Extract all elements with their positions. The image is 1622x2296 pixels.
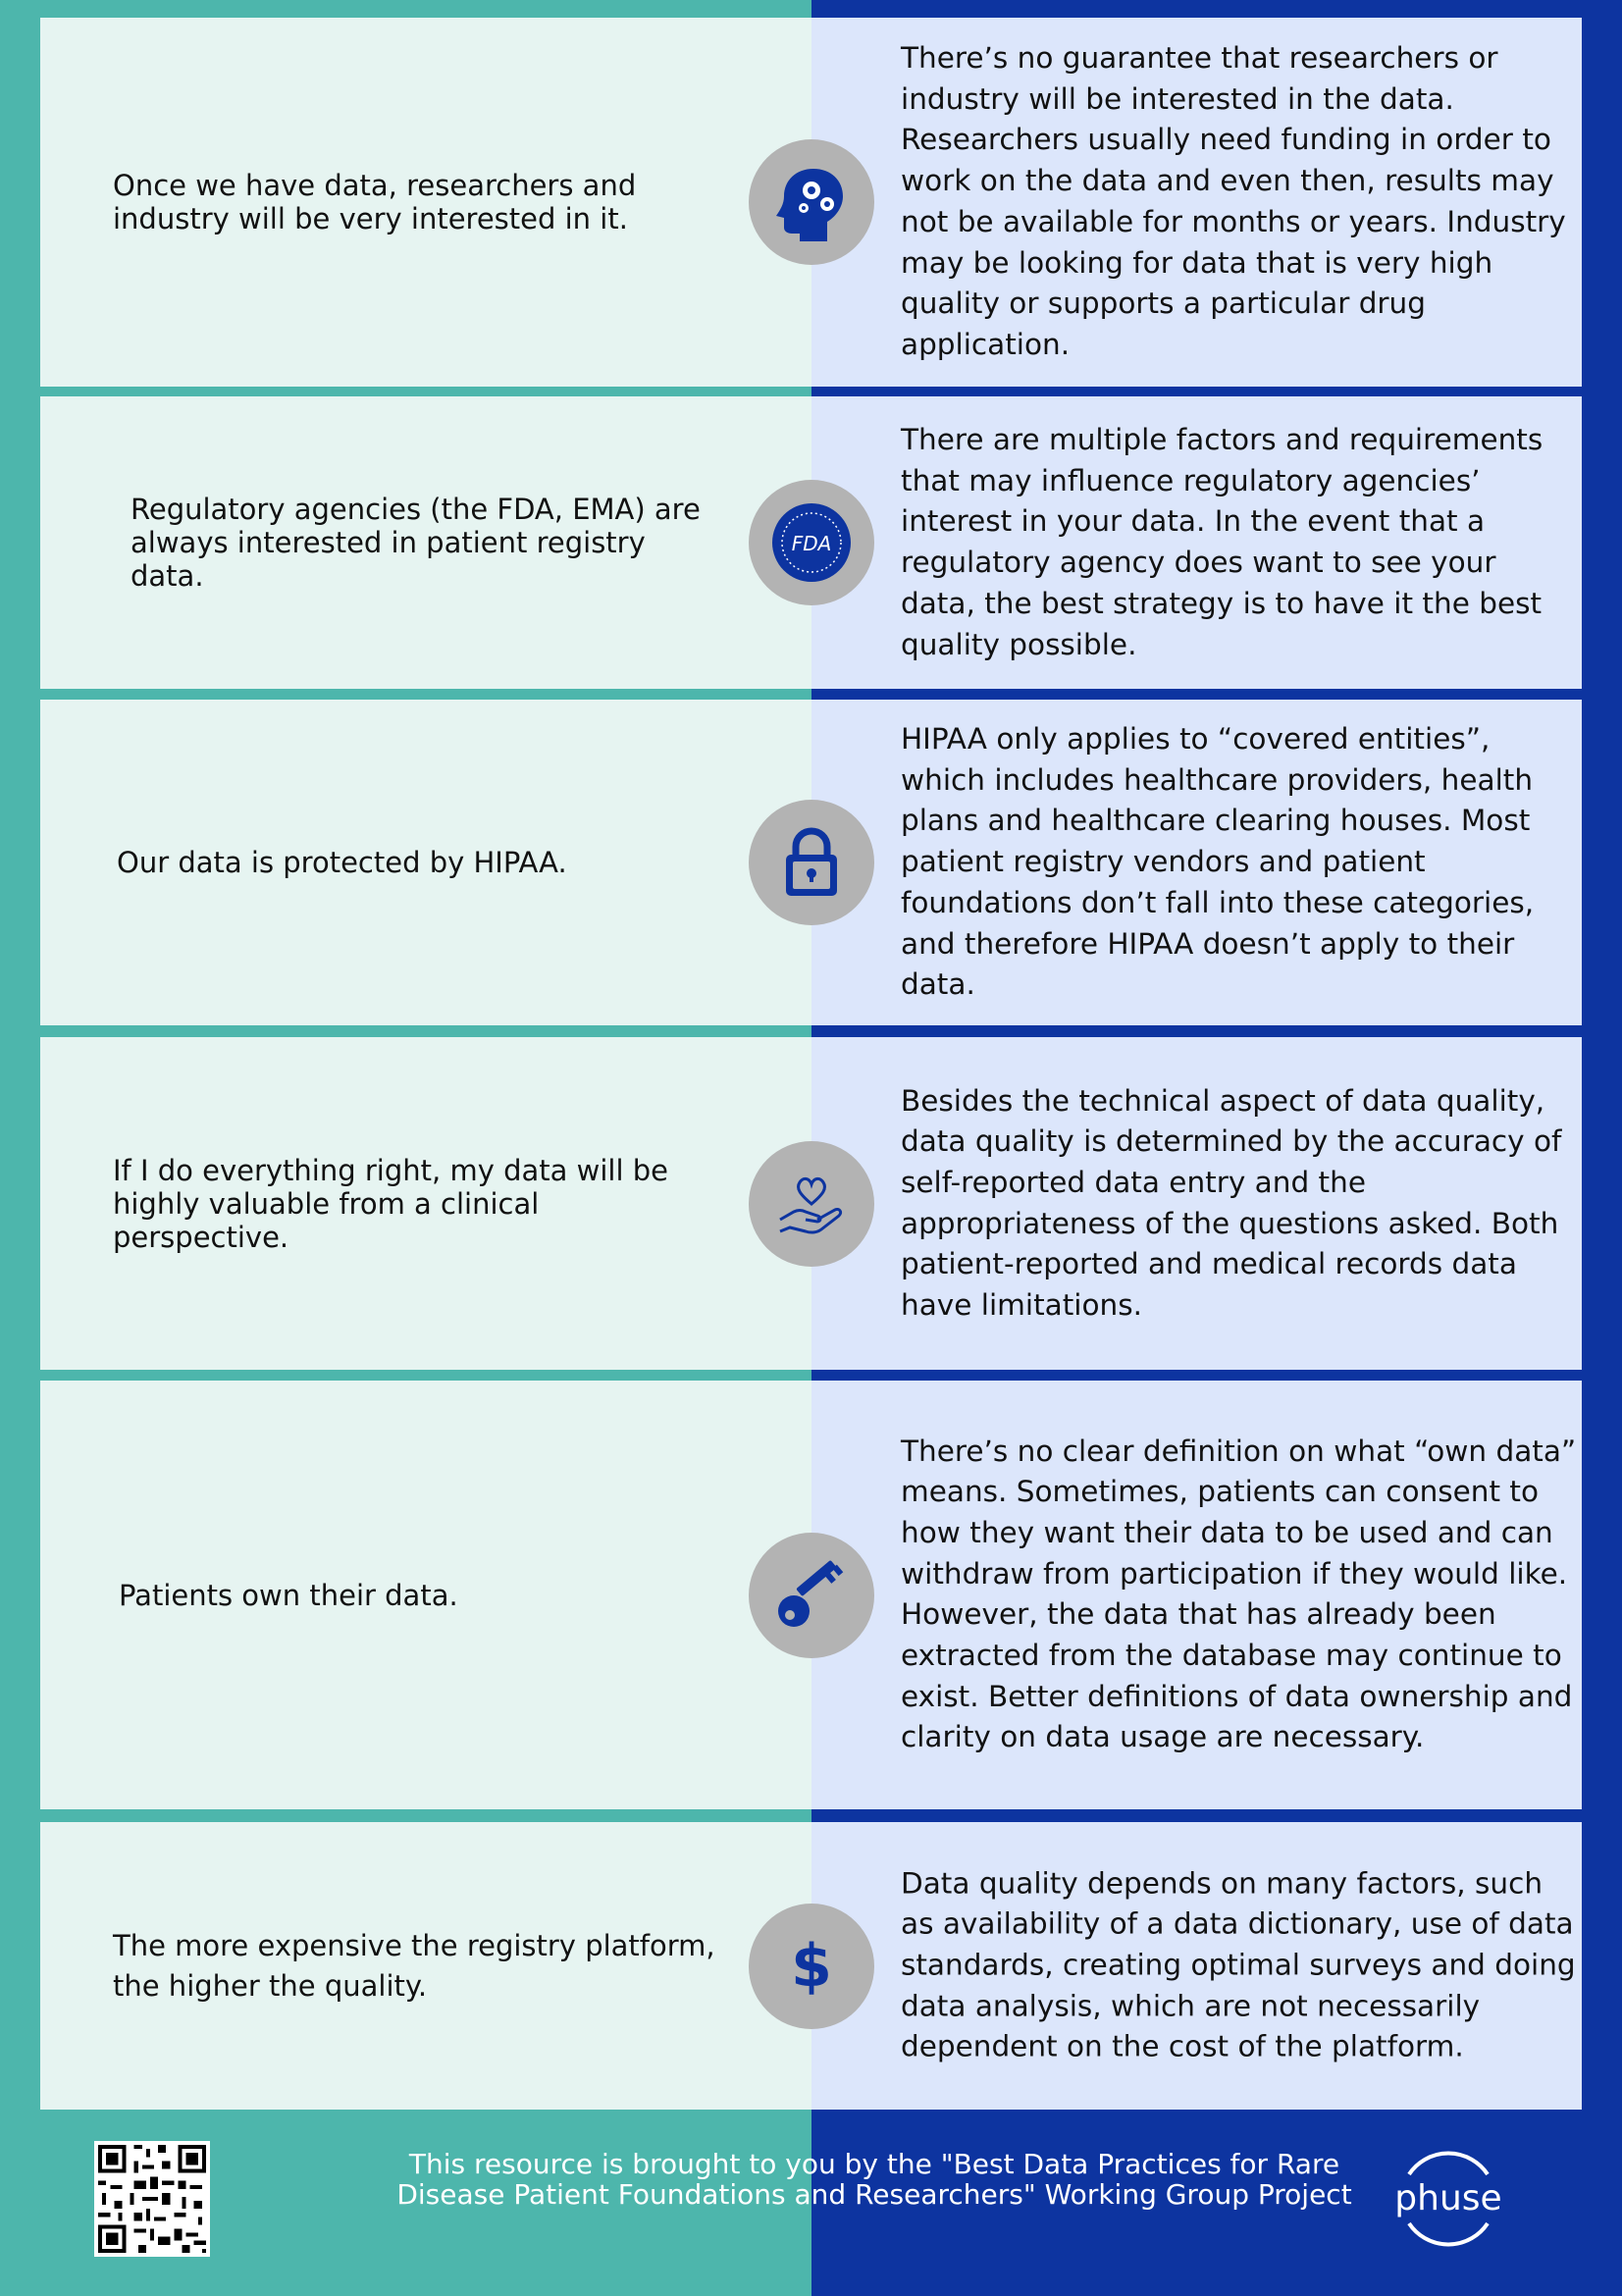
brain-gears-icon — [749, 139, 874, 265]
myth-text: Regulatory agencies (the FDA, EMA) are always interested in patient registry data. — [131, 493, 701, 593]
phuse-logo-text: phuse — [1394, 2178, 1502, 2218]
myth-text: Our data is protected by HIPAA. — [117, 846, 567, 879]
row-3 — [40, 700, 1582, 1025]
fact-text: There are multiple factors and requirements that may influence regulatory agencies’ interest in your data. In the event that a regulatory agency does want to see your data, the best strategy is to have it the best quality possible. — [901, 422, 1544, 661]
row-1 — [40, 18, 1582, 387]
qr-code-icon — [94, 2141, 210, 2257]
row-5 — [40, 1381, 1582, 1809]
key-icon — [749, 1533, 874, 1658]
myth-text: If I do everything right, my data will be highly valuable from a clinical perspective. — [113, 1153, 668, 1254]
dollar-icon — [749, 1904, 874, 2029]
row-4 — [40, 1037, 1582, 1370]
heart-hand-icon — [749, 1141, 874, 1267]
footer — [40, 2110, 1582, 2296]
fact-text: Data quality depends on many factors, such as availability of a data dictionary, use of data standards, creating optimal surveys and doing data analysis, which are not necessarily dependent on the cost of the platform. — [901, 1866, 1576, 2064]
fda-seal-label: FDA — [791, 532, 832, 555]
fact-text: HIPAA only applies to “covered entities”, which includes healthcare providers, health plans and healthcare clearing houses. Most patient registry vendors and patient foundations don’t fall into these categories, and therefore HIPAA doesn’t apply to their data. — [901, 722, 1535, 1002]
lock-icon — [749, 800, 874, 925]
fact-text: There’s no guarantee that researchers or industry will be interested in the data. Researchers usually need funding in order to work on the data and even then, results may not be available for months or years. Industry may be looking for data that is very high quality or supports a particular drug application. — [901, 41, 1566, 362]
myth-text: Once we have data, researchers and industry will be very interested in it. — [113, 169, 637, 235]
row-2 — [40, 396, 1582, 689]
footer-credit-text: This resource is brought to you by the "Best Data Practices for Rare Disease Patient Foundations and Researchers" Working Group Project — [396, 2148, 1352, 2211]
fda-seal-icon — [749, 480, 874, 605]
dollar-sign: $ — [791, 1931, 832, 2001]
fact-text: There’s no clear definition on what “own data” means. Sometimes, patients can consent to how they want their data to be used and can withdraw from participation if they would like. However, the data that has already been extracted from the database may continue to exist. Better definitions of data ownership and clarity on data usage are necessary. — [901, 1434, 1577, 1754]
myth-text: The more expensive the registry platform, the higher the quality. — [113, 1928, 715, 2003]
row-6 — [40, 1822, 1582, 2110]
myth-text: Patients own their data. — [119, 1578, 458, 1612]
phuse-logo — [1380, 2145, 1517, 2253]
fact-text: Besides the technical aspect of data quality, data quality is determined by the accuracy of self-reported data entry and the appropriateness of the questions asked. Both patient-reported and medical records data have limitations. — [901, 1083, 1562, 1322]
